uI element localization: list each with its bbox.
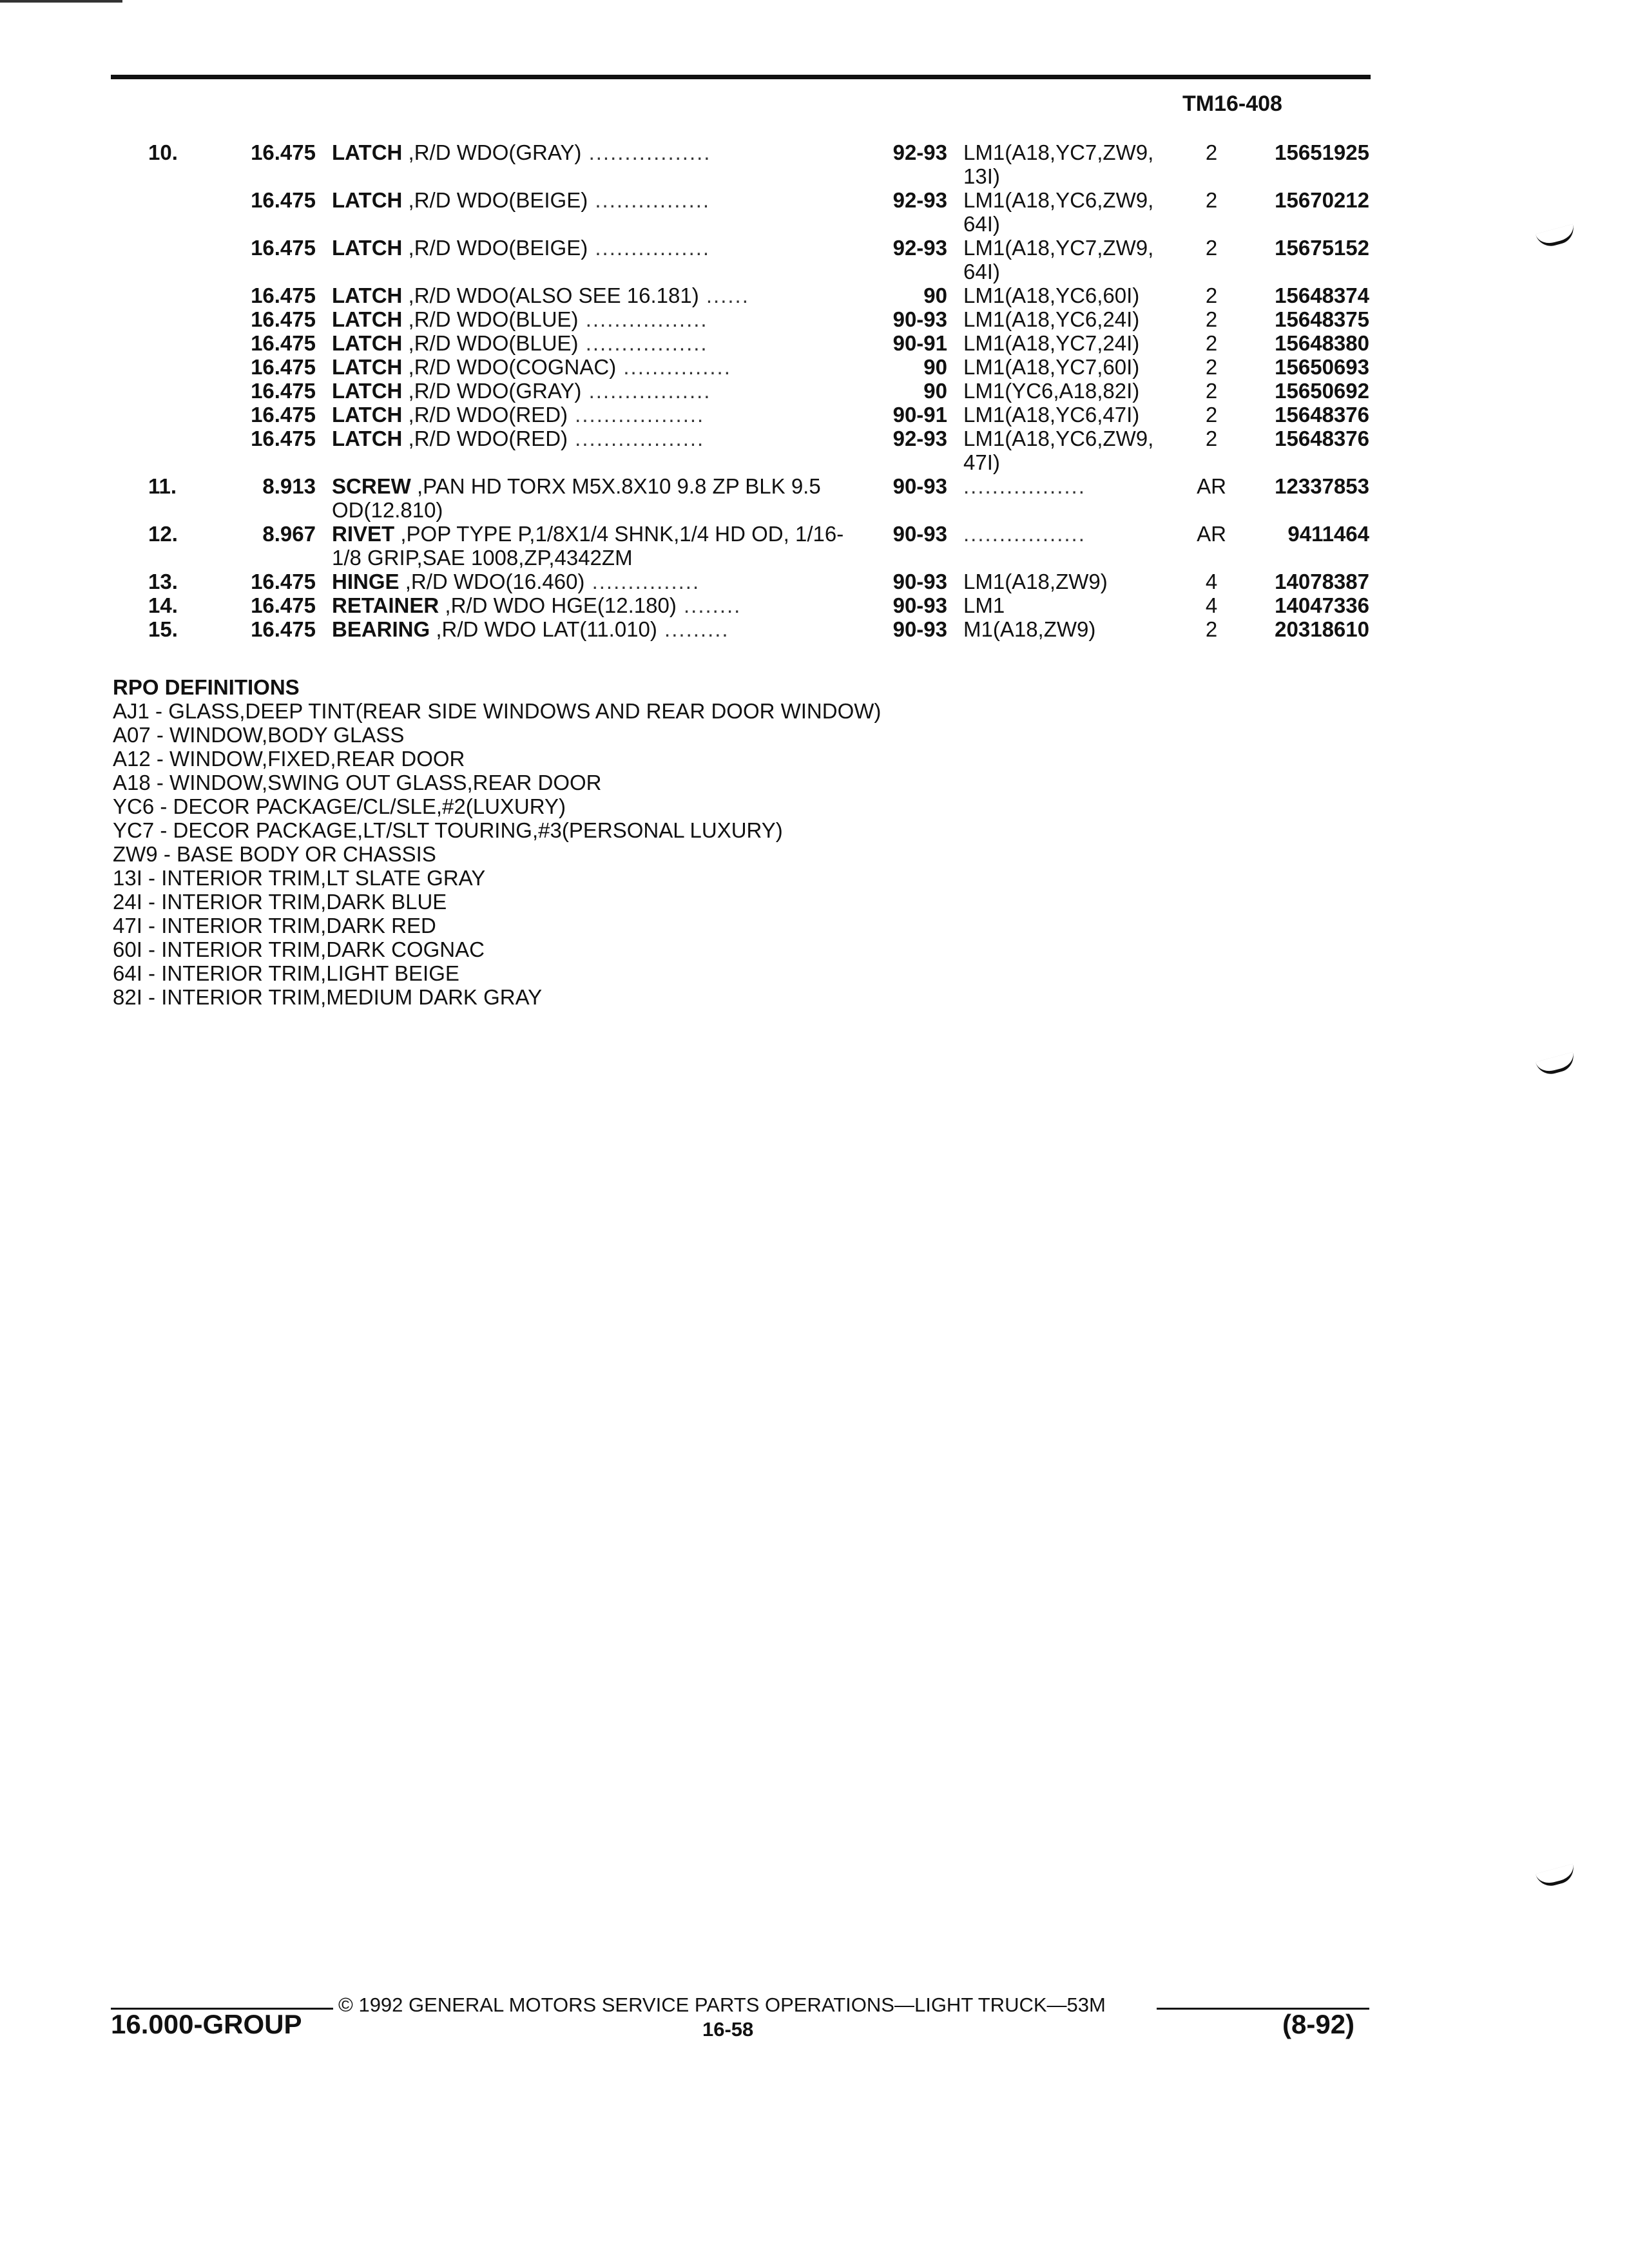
part-description (332, 284, 854, 307)
rpo-definition-item: A18 - WINDOW,SWING OUT GLASS,REAR DOOR (113, 771, 602, 794)
part-number: 9411464 (1287, 522, 1369, 546)
model-years: 90 (923, 355, 947, 379)
option-codes: LM1(A18,ZW9) (963, 570, 1108, 593)
part-detail: ,R/D WDO LAT(11.010) (436, 617, 657, 641)
part-number: 20318610 (1275, 617, 1369, 641)
item-number: 13. (148, 570, 178, 593)
quantity: 2 (1205, 617, 1218, 641)
part-detail: ,R/D WDO(BLUE) (408, 331, 579, 355)
part-number: 15670212 (1275, 188, 1369, 212)
part-number: 15675152 (1275, 236, 1369, 260)
footer-date: (8-92) (1282, 2009, 1355, 2039)
rpo-definition-item: 47I - INTERIOR TRIM,DARK RED (113, 914, 436, 937)
option-codes: LM1(A18,YC6,ZW9, 47I) (963, 427, 1154, 474)
part-number: 15648380 (1275, 331, 1369, 355)
header-rule (111, 75, 1371, 79)
item-number: 15. (148, 617, 178, 641)
part-name: RETAINER (332, 593, 439, 617)
rpo-definition-item: AJ1 - GLASS,DEEP TINT(REAR SIDE WINDOWS AND REAR DOOR WINDOW) (113, 699, 882, 723)
rpo-definition-item: 82I - INTERIOR TRIM,MEDIUM DARK GRAY (113, 985, 543, 1009)
model-years: 92-93 (892, 236, 947, 260)
part-row (0, 593, 1629, 617)
rpo-definition-item: 60I - INTERIOR TRIM,DARK COGNAC (113, 937, 485, 961)
group-number: 16.475 (251, 307, 316, 331)
part-detail: ,PAN HD TORX M5X.8X10 9.8 ZP BLK 9.5 OD(12.810) (332, 474, 821, 522)
group-number: 16.475 (251, 355, 316, 379)
part-description (332, 307, 854, 331)
part-detail: ,R/D WDO(16.460) (405, 570, 585, 593)
part-number: 14047336 (1275, 593, 1369, 617)
part-detail: ,R/D WDO(COGNAC) (408, 355, 617, 379)
option-codes: LM1(A18,YC6,24I) (963, 307, 1140, 331)
leader-dots: ................. (578, 331, 708, 355)
option-codes: LM1(A18,YC6,ZW9, 64I) (963, 188, 1154, 236)
option-codes: LM1(A18,YC6,47I) (963, 403, 1140, 427)
page-number: 16-58 (702, 2018, 754, 2041)
part-number: 14078387 (1275, 570, 1369, 593)
group-number: 16.475 (251, 284, 316, 307)
part-detail: ,R/D WDO(BEIGE) (408, 188, 588, 212)
leader-dots: ........ (676, 593, 742, 617)
part-row (0, 570, 1629, 593)
rpo-definition-item: YC7 - DECOR PACKAGE,LT/SLT TOURING,#3(PERSONAL LUXURY) (113, 818, 783, 842)
quantity: 2 (1205, 427, 1218, 450)
leader-dots: ................ (588, 236, 711, 260)
group-number: 16.475 (251, 403, 316, 427)
part-description (332, 355, 854, 379)
quantity: 2 (1205, 331, 1218, 355)
rpo-definition-item: A12 - WINDOW,FIXED,REAR DOOR (113, 747, 465, 771)
model-years: 90-93 (892, 474, 947, 498)
option-codes: LM1 (963, 593, 1005, 617)
leader-dots: ................ (588, 188, 711, 212)
option-codes: LM1(A18,YC7,60I) (963, 355, 1140, 379)
rpo-definitions (113, 675, 881, 1009)
option-codes: LM1(A18,YC7,ZW9, 64I) (963, 236, 1154, 284)
part-number: 15651925 (1275, 140, 1369, 164)
part-number: 15650693 (1275, 355, 1369, 379)
part-row (0, 474, 1629, 522)
item-number: 11. (148, 474, 177, 498)
part-name: LATCH (332, 284, 403, 307)
leader-dots: ................. (581, 140, 711, 164)
part-detail: ,POP TYPE P,1/8X1/4 SHNK,1/4 HD OD, 1/16-1/8 GRIP,SAE 1008,ZP,4342ZM (332, 522, 844, 570)
option-codes: ................. (963, 522, 1086, 546)
binding-mark (1536, 1052, 1577, 1078)
part-number: 15648376 (1275, 427, 1369, 450)
part-name: BEARING (332, 617, 430, 641)
part-number: 15650692 (1275, 379, 1369, 403)
part-row (0, 355, 1629, 379)
model-years: 90-93 (892, 593, 947, 617)
group-number: 8.967 (262, 522, 316, 546)
part-row (0, 331, 1629, 355)
part-description (332, 379, 854, 403)
part-detail: ,R/D WDO(BEIGE) (408, 236, 588, 260)
part-name: LATCH (332, 140, 403, 164)
quantity: 2 (1205, 307, 1218, 331)
part-row (0, 307, 1629, 331)
group-number: 16.475 (251, 140, 316, 164)
rpo-definition-item: 13I - INTERIOR TRIM,LT SLATE GRAY (113, 866, 486, 890)
part-detail: ,R/D WDO(ALSO SEE 16.181) (408, 284, 699, 307)
group-number: 16.475 (251, 331, 316, 355)
part-detail: ,R/D WDO(RED) (408, 403, 568, 427)
part-detail: ,R/D WDO(RED) (408, 427, 568, 450)
quantity: 2 (1205, 188, 1218, 212)
model-years: 90-93 (892, 617, 947, 641)
option-codes: LM1(A18,YC6,60I) (963, 284, 1140, 307)
model-years: 92-93 (892, 188, 947, 212)
part-name: LATCH (332, 236, 403, 260)
leader-dots: ................. (581, 379, 711, 403)
footer-copyright: © 1992 GENERAL MOTORS SERVICE PARTS OPERATIONS—LIGHT TRUCK—53M (338, 1994, 1106, 2016)
model-years: 90-91 (892, 331, 947, 355)
part-name: LATCH (332, 188, 403, 212)
quantity: 4 (1205, 570, 1218, 593)
option-codes: M1(A18,ZW9) (963, 617, 1096, 641)
part-name: LATCH (332, 355, 403, 379)
option-codes: LM1(YC6,A18,82I) (963, 379, 1140, 403)
part-name: LATCH (332, 379, 403, 403)
part-description (332, 331, 854, 355)
quantity: 2 (1205, 355, 1218, 379)
scan-edge-mark (0, 0, 122, 3)
part-row (0, 427, 1629, 474)
group-number: 16.475 (251, 593, 316, 617)
model-years: 90 (923, 284, 947, 307)
part-row (0, 403, 1629, 427)
part-description (332, 403, 854, 427)
model-years: 90-93 (892, 570, 947, 593)
part-row (0, 617, 1629, 641)
group-number: 16.475 (251, 188, 316, 212)
leader-dots: .................. (568, 427, 705, 450)
part-number: 15648375 (1275, 307, 1369, 331)
footer-group-label: 16.000-GROUP (111, 2009, 302, 2039)
document-id: TM16-408 (1182, 91, 1282, 116)
part-row (0, 188, 1629, 236)
part-name: LATCH (332, 427, 403, 450)
leader-dots: .................. (568, 403, 705, 427)
part-name: RIVET (332, 522, 395, 546)
option-codes: LM1(A18,YC7,24I) (963, 331, 1140, 355)
model-years: 90 (923, 379, 947, 403)
group-number: 16.475 (251, 379, 316, 403)
quantity: 4 (1205, 593, 1218, 617)
leader-dots: ................. (578, 307, 708, 331)
part-description (332, 474, 854, 522)
option-codes: LM1(A18,YC7,ZW9, 13I) (963, 140, 1154, 188)
group-number: 16.475 (251, 427, 316, 450)
part-description (332, 427, 854, 450)
model-years: 90-91 (892, 403, 947, 427)
model-years: 90-93 (892, 522, 947, 546)
rpo-definition-item: ZW9 - BASE BODY OR CHASSIS (113, 842, 436, 866)
group-number: 8.913 (262, 474, 316, 498)
model-years: 90-93 (892, 307, 947, 331)
part-description (332, 522, 854, 570)
part-row (0, 379, 1629, 403)
part-description (332, 617, 854, 641)
part-name: LATCH (332, 331, 403, 355)
part-detail: ,R/D WDO(GRAY) (408, 140, 582, 164)
item-number: 14. (148, 593, 178, 617)
leader-dots: ............... (616, 355, 731, 379)
item-number: 10. (148, 140, 178, 164)
rpo-list (113, 699, 881, 1009)
rpo-definition-item: 24I - INTERIOR TRIM,DARK BLUE (113, 890, 447, 914)
part-description (332, 236, 854, 260)
rpo-definition-item: YC6 - DECOR PACKAGE/CL/SLE,#2(LUXURY) (113, 794, 566, 818)
part-description (332, 188, 854, 212)
quantity: 2 (1205, 284, 1218, 307)
group-number: 16.475 (251, 570, 316, 593)
part-description (332, 593, 854, 617)
leader-dots: ......... (657, 617, 729, 641)
part-row (0, 284, 1629, 307)
quantity: 2 (1205, 236, 1218, 260)
part-name: HINGE (332, 570, 400, 593)
quantity: AR (1197, 522, 1226, 546)
quantity: 2 (1205, 403, 1218, 427)
part-number: 15648376 (1275, 403, 1369, 427)
part-row (0, 522, 1629, 570)
group-number: 16.475 (251, 617, 316, 641)
model-years: 92-93 (892, 427, 947, 450)
leader-dots: ............... (584, 570, 700, 593)
option-codes: ................. (963, 474, 1086, 498)
part-number: 12337853 (1275, 474, 1369, 498)
part-detail: ,R/D WDO HGE(12.180) (445, 593, 677, 617)
part-description (332, 570, 854, 593)
part-name: SCREW (332, 474, 411, 498)
part-name: LATCH (332, 403, 403, 427)
quantity: 2 (1205, 140, 1218, 164)
group-number: 16.475 (251, 236, 316, 260)
rpo-definition-item: 64I - INTERIOR TRIM,LIGHT BEIGE (113, 961, 459, 985)
quantity: AR (1197, 474, 1226, 498)
item-number: 12. (148, 522, 178, 546)
binding-mark (1536, 1864, 1577, 1890)
parts-list (0, 140, 1629, 641)
leader-dots: ...... (699, 284, 749, 307)
rpo-heading: RPO DEFINITIONS (113, 675, 300, 699)
quantity: 2 (1205, 379, 1218, 403)
model-years: 92-93 (892, 140, 947, 164)
part-row (0, 236, 1629, 284)
rpo-definition-item: A07 - WINDOW,BODY GLASS (113, 723, 405, 747)
part-name: LATCH (332, 307, 403, 331)
part-detail: ,R/D WDO(GRAY) (408, 379, 582, 403)
part-detail: ,R/D WDO(BLUE) (408, 307, 579, 331)
part-description (332, 140, 854, 164)
part-number: 15648374 (1275, 284, 1369, 307)
part-row (0, 140, 1629, 188)
